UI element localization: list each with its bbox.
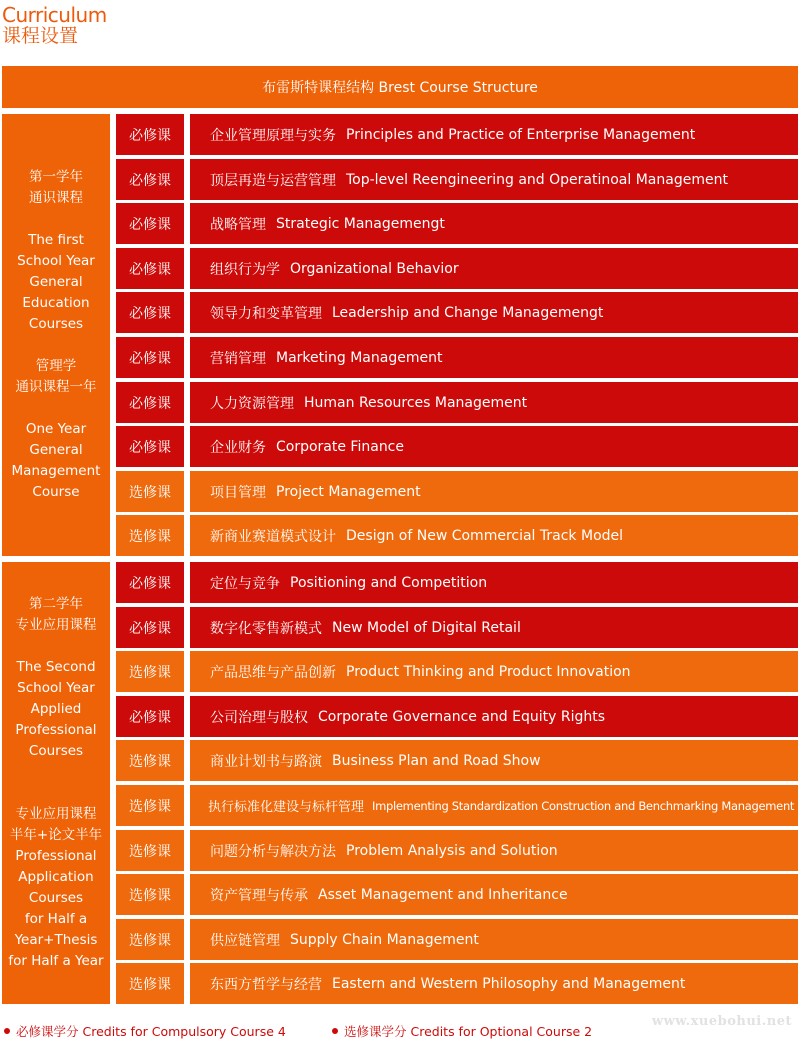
course-type-badge: 必修课 bbox=[116, 607, 184, 648]
course-row bbox=[116, 471, 798, 512]
legend-optional-label: 选修课学分 Credits for Optional Course 2 bbox=[344, 1024, 593, 1039]
course-name-cn: 战略管理 bbox=[210, 216, 266, 233]
course-name-cell bbox=[190, 471, 798, 512]
course-name-en: Organizational Behavior bbox=[290, 260, 459, 277]
course-name-cell bbox=[190, 515, 798, 556]
header-title-en: Curriculum bbox=[2, 3, 107, 27]
year-desc-line: School Year bbox=[17, 680, 95, 696]
bullet-dot-icon bbox=[4, 1028, 10, 1034]
year-desc-line: Courses bbox=[28, 316, 84, 332]
course-row bbox=[116, 651, 798, 692]
course-type-badge: 选修课 bbox=[116, 919, 184, 960]
course-row bbox=[116, 292, 798, 333]
course-name-en: Positioning and Competition bbox=[290, 574, 488, 591]
course-type-badge: 选修课 bbox=[116, 874, 184, 915]
year-desc-spacer bbox=[2, 783, 110, 804]
course-type-badge: 必修课 bbox=[116, 337, 184, 378]
course-type-badge: 选修课 bbox=[116, 830, 184, 871]
course-name-cn: 商业计划书与路演 bbox=[210, 753, 322, 770]
year-desc-line: Applied bbox=[30, 701, 82, 717]
year-desc-line: 管理学 bbox=[35, 358, 77, 374]
course-name-cn: 新商业赛道模式设计 bbox=[210, 528, 336, 545]
course-name-cell bbox=[190, 740, 798, 781]
course-row bbox=[116, 562, 798, 603]
course-name-cn: 领导力和变革管理 bbox=[210, 305, 322, 322]
course-name-cell bbox=[190, 562, 798, 603]
legend-compulsory-label: 必修课学分 Credits for Compulsory Course 4 bbox=[16, 1024, 286, 1039]
course-name-cell bbox=[190, 292, 798, 333]
course-row bbox=[116, 874, 798, 915]
course-name-en: New Model of Digital Retail bbox=[332, 619, 521, 636]
course-row bbox=[116, 515, 798, 556]
year-desc-line: 半年+论文半年 bbox=[9, 827, 103, 843]
course-name-cell bbox=[190, 651, 798, 692]
course-name-cell bbox=[190, 337, 798, 378]
course-name-cn: 东西方哲学与经营 bbox=[210, 976, 322, 993]
year-desc-line: One Year bbox=[25, 421, 87, 437]
course-type-badge: 选修课 bbox=[116, 471, 184, 512]
year1-description bbox=[2, 114, 110, 556]
year-desc-spacer bbox=[2, 398, 110, 419]
course-name-cell bbox=[190, 426, 798, 467]
course-name-en: Supply Chain Management bbox=[290, 931, 479, 948]
course-name-en: Human Resources Management bbox=[304, 394, 528, 411]
course-name-cell bbox=[190, 159, 798, 200]
course-row bbox=[116, 696, 798, 737]
course-name-en: Eastern and Western Philosophy and Management bbox=[332, 975, 686, 992]
course-name-cn: 企业管理原理与实务 bbox=[210, 127, 336, 144]
course-row bbox=[116, 830, 798, 871]
course-type-badge: 选修课 bbox=[116, 515, 184, 556]
year-desc-line: Education bbox=[22, 295, 90, 311]
course-name-en: Corporate Governance and Equity Rights bbox=[318, 708, 606, 725]
year-desc-line: Professional bbox=[15, 848, 97, 864]
course-row bbox=[116, 785, 798, 826]
course-name-cell bbox=[190, 248, 798, 289]
year-desc-line: General bbox=[29, 274, 83, 290]
course-name-cell bbox=[190, 785, 798, 826]
year-desc-line: for Half a Year bbox=[8, 953, 104, 969]
course-name-cell bbox=[190, 874, 798, 915]
course-name-cn: 供应链管理 bbox=[210, 932, 280, 949]
year-desc-line: Year+Thesis bbox=[14, 932, 98, 948]
year-desc-line: 通识课程一年 bbox=[15, 379, 97, 395]
course-type-badge: 必修课 bbox=[116, 114, 184, 155]
course-type-badge: 必修课 bbox=[116, 382, 184, 423]
year-desc-line: 专业应用课程 bbox=[15, 617, 97, 633]
course-name-en: Asset Management and Inheritance bbox=[318, 886, 568, 903]
course-name-en: Design of New Commercial Track Model bbox=[346, 527, 624, 544]
course-name-en: Project Management bbox=[276, 483, 421, 500]
course-name-en: Corporate Finance bbox=[276, 438, 404, 455]
course-name-cn: 人力资源管理 bbox=[210, 395, 294, 412]
course-name-cn: 公司治理与股权 bbox=[210, 709, 308, 726]
year-desc-line: 通识课程 bbox=[29, 190, 83, 206]
course-name-cell bbox=[190, 830, 798, 871]
course-type-badge: 选修课 bbox=[116, 651, 184, 692]
course-type-badge: 必修课 bbox=[116, 696, 184, 737]
course-name-cn: 数字化零售新模式 bbox=[210, 620, 322, 637]
course-name-en: Business Plan and Road Show bbox=[332, 752, 541, 769]
course-name-cn: 项目管理 bbox=[210, 484, 266, 501]
course-row bbox=[116, 963, 798, 1004]
year-desc-spacer bbox=[2, 762, 110, 783]
course-type-badge: 选修课 bbox=[116, 963, 184, 1004]
course-name-cell bbox=[190, 114, 798, 155]
legend-optional bbox=[332, 1022, 592, 1040]
year-desc-line: Application bbox=[18, 869, 94, 885]
year2-description bbox=[2, 562, 110, 1004]
watermark: www.xuebohui.net bbox=[651, 1014, 792, 1029]
course-name-cn: 定位与竞争 bbox=[210, 575, 280, 592]
course-name-en: Principles and Practice of Enterprise Management bbox=[346, 126, 696, 143]
course-type-badge: 必修课 bbox=[116, 426, 184, 467]
course-row bbox=[116, 203, 798, 244]
course-type-badge: 选修课 bbox=[116, 785, 184, 826]
year-desc-line: Course bbox=[32, 484, 80, 500]
course-name-cn: 顶层再造与运营管理 bbox=[210, 172, 336, 189]
course-type-badge: 必修课 bbox=[116, 159, 184, 200]
year-desc-line: Courses bbox=[28, 890, 84, 906]
bullet-dot-icon bbox=[332, 1028, 338, 1034]
course-name-cell bbox=[190, 203, 798, 244]
course-row bbox=[116, 919, 798, 960]
course-name-cn: 组织行为学 bbox=[210, 261, 280, 278]
header-title-cn: 课程设置 bbox=[2, 25, 79, 47]
course-name-cell bbox=[190, 382, 798, 423]
course-row bbox=[116, 337, 798, 378]
course-name-cell bbox=[190, 963, 798, 1004]
year-desc-line: 第二学年 bbox=[29, 596, 83, 612]
year-desc-line: Management bbox=[11, 463, 101, 479]
course-row bbox=[116, 382, 798, 423]
year-desc-line: Professional bbox=[15, 722, 97, 738]
year-desc-line: 专业应用课程 bbox=[15, 806, 97, 822]
page-header bbox=[2, 4, 107, 46]
course-row bbox=[116, 159, 798, 200]
course-name-en: Implementing Standardization Construction and Benchmarking Management bbox=[372, 798, 795, 813]
year-desc-line: The Second bbox=[16, 659, 96, 675]
course-name-en: Product Thinking and Product Innovation bbox=[346, 663, 631, 680]
structure-banner: 布雷斯特课程结构 Brest Course Structure bbox=[2, 66, 798, 108]
course-type-badge: 必修课 bbox=[116, 203, 184, 244]
legend-compulsory bbox=[4, 1022, 286, 1040]
course-name-cn: 问题分析与解决方法 bbox=[210, 843, 336, 860]
course-row bbox=[116, 607, 798, 648]
year-desc-line: School Year bbox=[17, 253, 95, 269]
course-row bbox=[116, 740, 798, 781]
course-name-cn: 执行标准化建设与标杆管理 bbox=[208, 800, 365, 815]
course-name-cell bbox=[190, 696, 798, 737]
course-type-badge: 必修课 bbox=[116, 292, 184, 333]
course-name-en: Marketing Management bbox=[276, 349, 443, 366]
course-row bbox=[116, 114, 798, 155]
year-desc-line: 第一学年 bbox=[29, 169, 83, 185]
year-desc-spacer bbox=[2, 209, 110, 230]
year-desc-line: The first bbox=[28, 232, 84, 248]
course-type-badge: 必修课 bbox=[116, 248, 184, 289]
year-desc-line: Courses bbox=[28, 743, 84, 759]
year-desc-line: for Half a bbox=[24, 911, 88, 927]
course-type-badge: 必修课 bbox=[116, 562, 184, 603]
course-name-en: Strategic Managemengt bbox=[276, 215, 445, 232]
course-name-en: Top-level Reengineering and Operatinoal Management bbox=[346, 171, 728, 188]
course-name-cn: 产品思维与产品创新 bbox=[210, 664, 336, 681]
year-desc-spacer bbox=[2, 335, 110, 356]
course-name-cn: 企业财务 bbox=[210, 439, 266, 456]
course-type-badge: 选修课 bbox=[116, 740, 184, 781]
course-name-en: Leadership and Change Managemengt bbox=[332, 304, 604, 321]
course-row bbox=[116, 426, 798, 467]
year-desc-line: General bbox=[29, 442, 83, 458]
course-name-cell bbox=[190, 919, 798, 960]
course-name-cell bbox=[190, 607, 798, 648]
course-row bbox=[116, 248, 798, 289]
course-name-cn: 资产管理与传承 bbox=[210, 887, 308, 904]
course-name-cn: 营销管理 bbox=[210, 350, 266, 367]
course-name-en: Problem Analysis and Solution bbox=[346, 842, 558, 859]
year-desc-spacer bbox=[2, 636, 110, 657]
